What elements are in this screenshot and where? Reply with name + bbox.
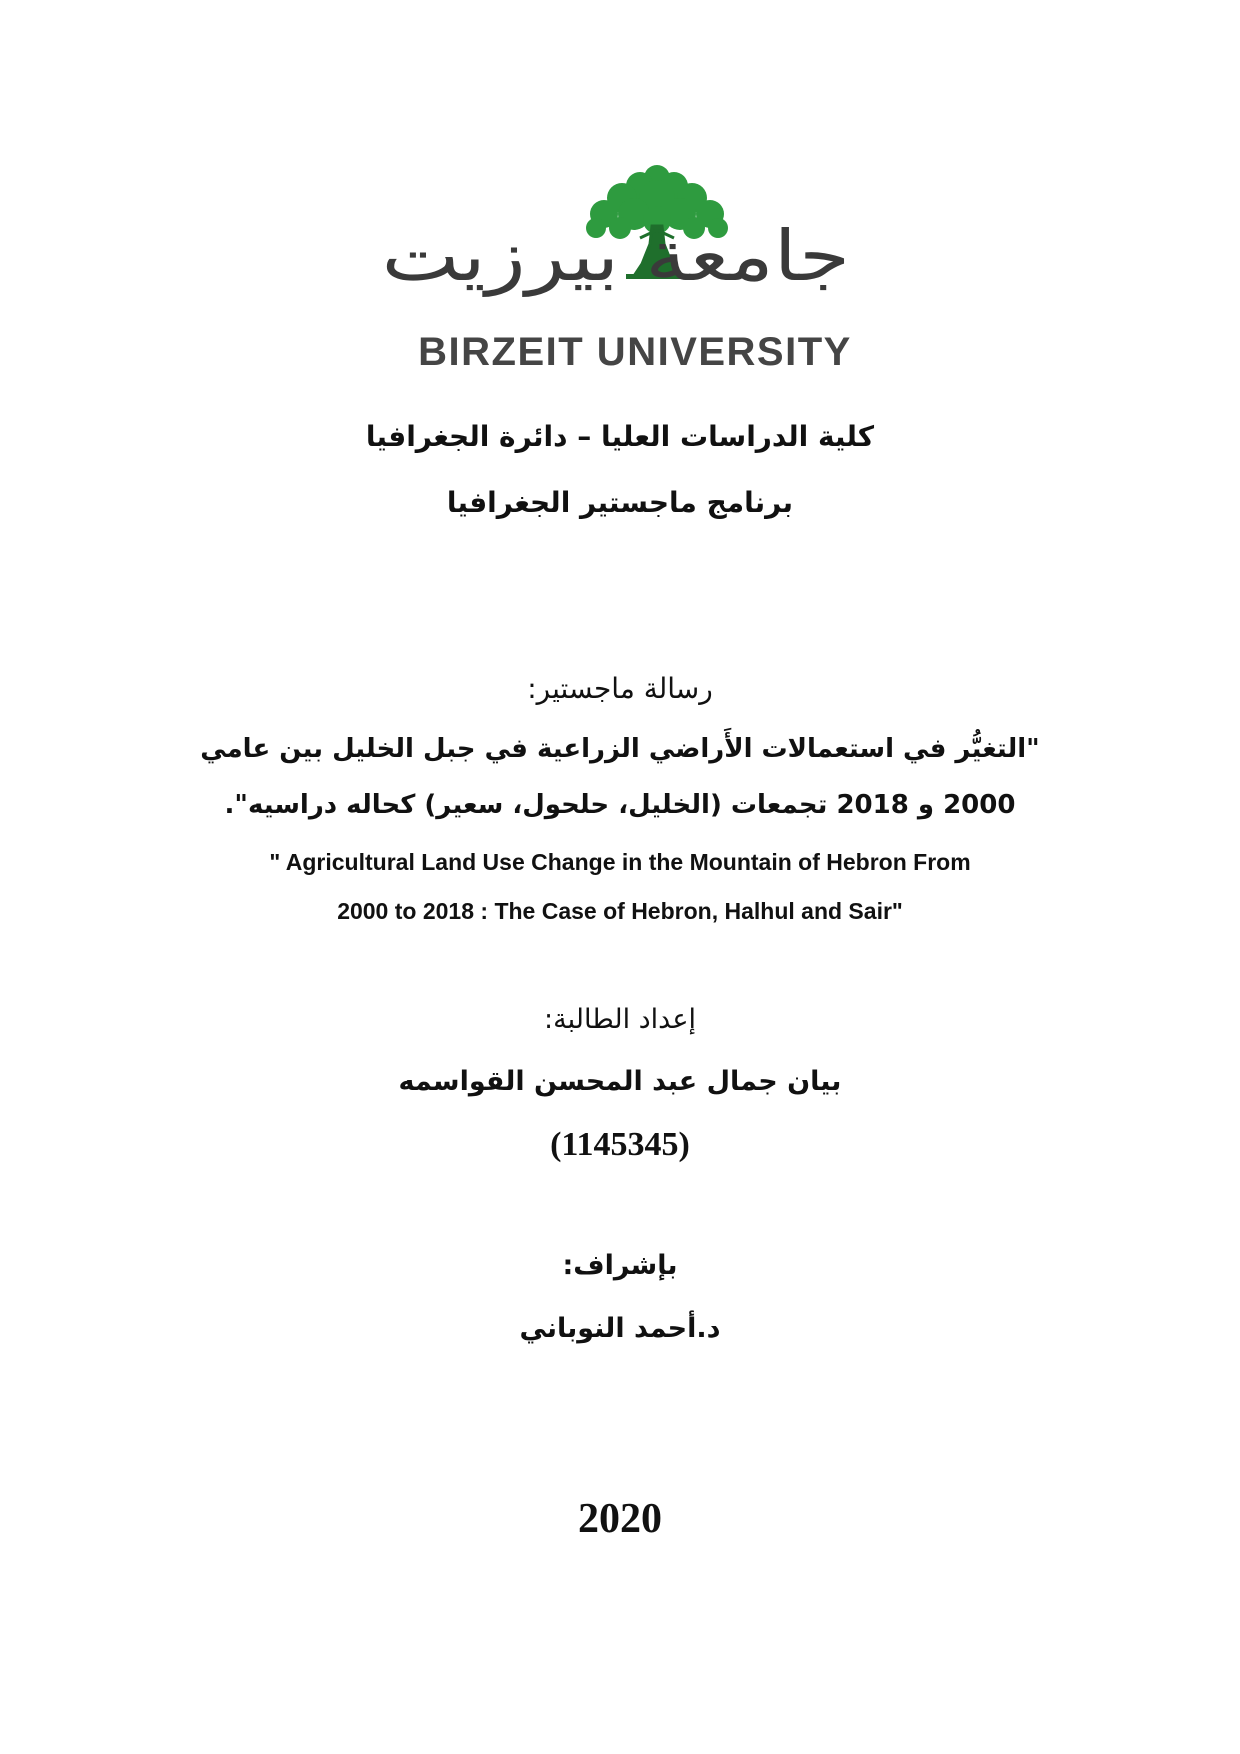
student-id: (1145345) [550, 1126, 690, 1163]
thesis-title-ar-line2: 2000 و 2018 تجمعات (الخليل، حلحول، سعير) كحاله دراسيه". [224, 790, 1016, 820]
year: 2020 [578, 1496, 662, 1542]
logo-english-name: BIRZEIT UNIVERSITY [418, 330, 852, 374]
program-line: برنامج ماجستير الجغرافيا [446, 486, 794, 519]
supervisor-name: د.أحمد النوباني [519, 1313, 721, 1344]
supervisor-label: بإشراف: [562, 1250, 678, 1281]
student-label: إعداد الطالبة: [544, 1004, 696, 1035]
student-name: بيان جمال عبد المحسن القواسمه [398, 1066, 842, 1097]
thesis-title-en-line2: 2000 to 2018 : The Case of Hebron, Halhul and Sair" [337, 898, 903, 924]
faculty-line: كلية الدراسات العليا – دائرة الجغرافيا [365, 420, 875, 453]
thesis-title-en-line1: " Agricultural Land Use Change in the Mountain of Hebron From [269, 849, 971, 875]
thesis-title-ar-line1: "التغيُّر في استعمالات الأَراضي الزراعية في جبل الخليل بين عامي [200, 734, 1040, 764]
logo-arabic-calligraphy: جامعة بيرزيت [381, 215, 851, 297]
thesis-label: رسالة ماجستير: [527, 672, 713, 705]
